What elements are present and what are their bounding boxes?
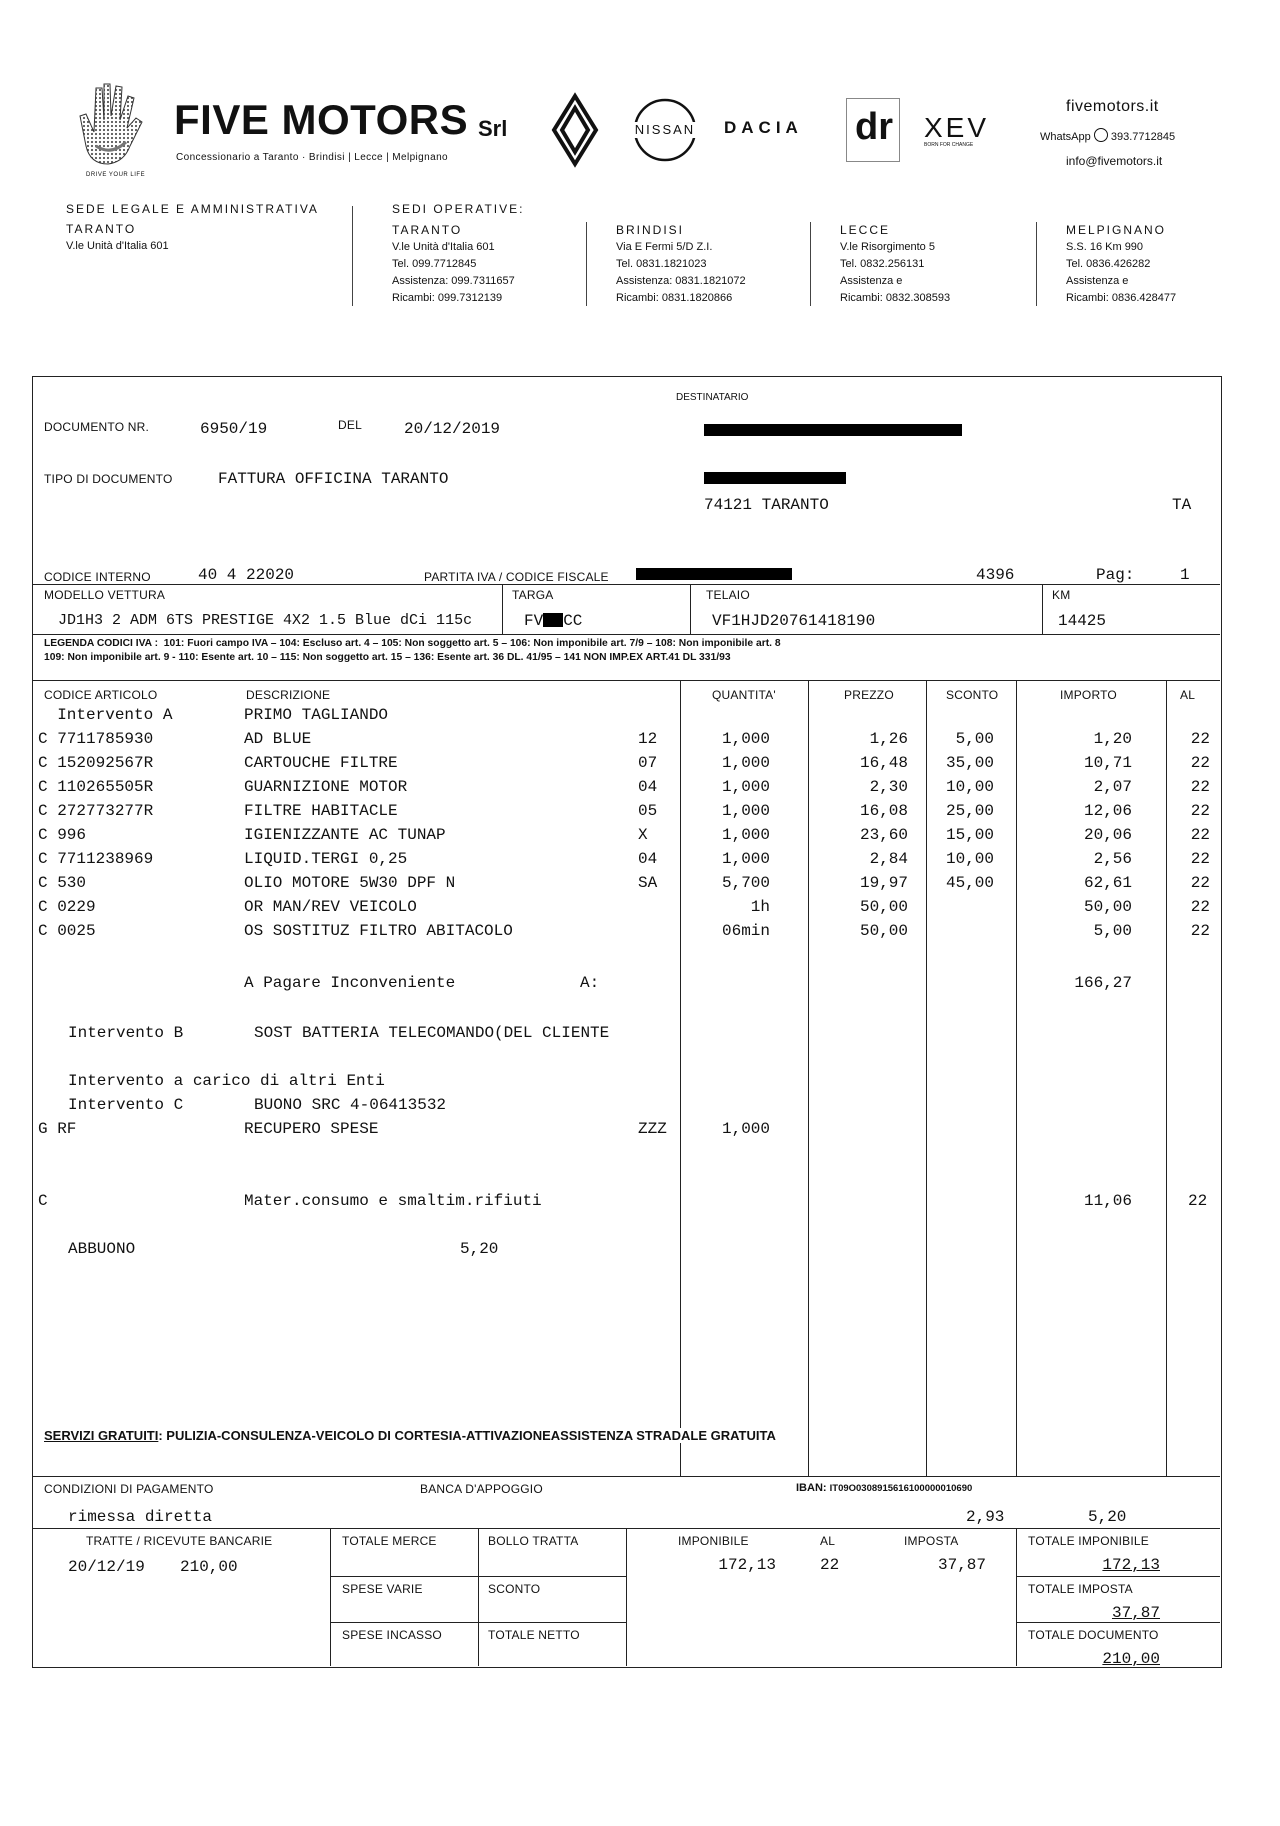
mat-al: 22 [1188,1192,1208,1210]
item-code: C 7711238969 [38,850,154,868]
recipient-address-redacted [704,472,846,484]
totale-merce-label: TOTALE MERCE [342,1534,437,1548]
codice-interno-label: CODICE INTERNO [44,570,151,584]
item-desc: IGIENIZZANTE AC TUNAP [244,826,446,844]
modello-label: MODELLO VETTURA [44,588,166,602]
item-code: C 152092567R [38,754,154,772]
item-al: 22 [1190,874,1210,892]
item-discount: 5,00 [955,730,994,748]
item-qty: 1,000 [721,754,770,772]
item-desc: GUARNIZIONE MOTOR [244,778,408,796]
col-sconto: SCONTO [946,688,999,702]
item-amount: 2,07 [1093,778,1132,796]
item-price: 16,48 [859,754,908,772]
item-al: 22 [1190,898,1210,916]
site-tel: Tel. 099.7712845 [392,258,477,270]
item-cat: 04 [638,778,658,796]
item-amount: 20,06 [1083,826,1132,844]
mat-code: C [38,1192,48,1210]
tratte-date: 20/12/19 [68,1558,145,1576]
code-4396: 4396 [976,566,1015,584]
tot-imponibile-value: 172,13 [1102,1556,1160,1574]
services-line [44,1428,776,1443]
pag-label: Pag: [1096,566,1135,584]
table-row [0,778,1280,802]
item-qty: 1,000 [721,730,770,748]
item-amount: 50,00 [1083,898,1132,916]
intervento-b-label: Intervento B [68,1024,184,1042]
pagare-a: A: [580,974,600,992]
whatsapp-label: WhatsApp [1040,131,1091,143]
item-desc: OS SOSTITUZ FILTRO ABITACOLO [244,922,513,940]
item-qty: 1,000 [721,850,770,868]
item-amount: 12,06 [1083,802,1132,820]
iban-line [796,1482,972,1494]
site-address: V.le Risorgimento 5 [840,241,935,253]
dr-logo [846,98,900,162]
legend-line-2: 109: Non imponibile art. 9 - 110: Esente art. 10 – 115: Non soggetto art. 15 – 136: Esente art. 36 DL. 41/95 – 141 NON IMP.EX ART.41 DL 331/93 [44,652,731,663]
tipo-value: FATTURA OFFICINA TARANTO [218,470,449,488]
targa-label: TARGA [512,588,554,602]
site-tel: Tel. 0832.256131 [840,258,925,270]
site-melpignano [1066,222,1176,307]
site-taranto [392,222,515,307]
table-row [0,898,1280,922]
site-city: MELPIGNANO [1066,223,1167,237]
table-row [0,826,1280,850]
site-parts: Ricambi: 0836.428477 [1066,292,1177,304]
item-cat: 07 [638,754,658,772]
hand-logo-icon [66,76,156,176]
hand-logo [66,76,156,176]
services-label: SERVIZI GRATUITI [44,1428,159,1443]
banca-label: BANCA D'APPOGGIO [420,1482,543,1496]
email[interactable]: info@fivemotors.it [1066,154,1163,168]
item-amount: 1,20 [1093,730,1132,748]
intervento-b-desc: SOST BATTERIA TELECOMANDO(DEL CLIENTE [254,1024,610,1042]
grf-cat: ZZZ [638,1120,667,1138]
abbuono-label: ABBUONO [68,1240,136,1258]
item-price: 1,26 [869,730,908,748]
doc-date: 20/12/2019 [404,420,501,438]
codice-interno: 40 4 22020 [198,566,295,584]
item-al: 22 [1190,730,1210,748]
condizioni-value: rimessa diretta [68,1508,213,1526]
telaio-label: TELAIO [706,588,750,602]
item-qty: 1,000 [721,778,770,796]
item-desc: AD BLUE [244,730,312,748]
site-city: BRINDISI [616,223,685,237]
table-row [0,754,1280,778]
item-al: 22 [1190,850,1210,868]
item-amount: 2,56 [1093,850,1132,868]
item-code: C 530 [38,874,87,892]
buono: BUONO SRC 4-06413532 [254,1096,447,1114]
legal-office-address: V.le Unità d'Italia 601 [66,240,169,252]
item-cat: X [638,826,648,844]
legend-line-1: LEGENDA CODICI IVA : 101: Fuori campo IVA – 104: Escluso art. 4 – 105: Non soggetto art. 5 – 106: Non imponibile art. 7/9 – 108: Non imponibile art. 8 [44,638,781,649]
item-price: 50,00 [859,922,908,940]
piva-redacted [636,568,792,580]
item-desc: CARTOUCHE FILTRE [244,754,398,772]
item-price: 16,08 [859,802,908,820]
site-tel: Tel. 0836.426282 [1066,258,1151,270]
item-al: 22 [1190,922,1210,940]
item-price: 2,30 [869,778,908,796]
recipient-city: 74121 TARANTO [704,496,829,514]
nissan-label: NISSAN [634,122,696,137]
pagare-label: A Pagare Inconveniente [244,974,456,992]
item-qty: 06min [721,922,770,940]
site-assist: Assistenza: 099.7311657 [392,275,515,287]
site-assist: Assistenza e [1066,275,1129,287]
site-city: TARANTO [392,223,463,237]
item-desc: FILTRE HABITACLE [244,802,398,820]
modello-value: JD1H3 2 ADM 6TS PRESTIGE 4X2 1.5 Blue dCi 115c [58,612,473,629]
tot-documento-value: 210,00 [1102,1650,1160,1668]
doc-nr-label: DOCUMENTO NR. [44,420,150,434]
item-cat: SA [638,874,658,892]
al-footer-value: 22 [820,1556,840,1574]
item-code: C 0229 [38,898,96,916]
site-parts: Ricambi: 0831.1820866 [616,292,733,304]
imposta-label: IMPOSTA [904,1534,959,1548]
table-row [0,874,1280,898]
item-price: 2,84 [869,850,908,868]
tot-imponibile-label: TOTALE IMPONIBILE [1028,1534,1149,1548]
item-al: 22 [1190,754,1210,772]
item-discount: 10,00 [945,778,994,796]
tot-imposta-label: TOTALE IMPOSTA [1028,1582,1133,1596]
item-discount: 35,00 [945,754,994,772]
del-label: DEL [338,418,362,432]
site-brindisi [616,222,746,307]
whatsapp-icon [1094,128,1108,142]
item-discount: 10,00 [945,850,994,868]
grf-code: G RF [38,1120,77,1138]
table-row [0,706,1280,730]
website[interactable]: fivemotors.it [1066,98,1159,115]
company-suffix: Srl [478,116,508,141]
km-value: 14425 [1058,612,1107,630]
table-row [0,730,1280,754]
bollo-tratta-label: BOLLO TRATTA [488,1534,579,1548]
xev-tagline: BORN FOR CHANGE [924,142,974,148]
imponibile-label: IMPONIBILE [678,1534,749,1548]
item-qty: 1,000 [721,826,770,844]
tot-documento-label: TOTALE DOCUMENTO [1028,1628,1159,1642]
item-discount: 45,00 [945,874,994,892]
telaio-value: VF1HJD20761418190 [712,612,876,630]
item-al: 22 [1190,826,1210,844]
spese-incasso-label: SPESE INCASSO [342,1628,442,1642]
col-al: AL [1180,688,1196,702]
site-assist: Assistenza e [840,275,903,287]
item-desc: OR MAN/REV VEICOLO [244,898,417,916]
item-qty: 1,000 [721,802,770,820]
item-cat: 05 [638,802,658,820]
hand-caption: DRIVE YOUR LIFE [86,172,146,178]
targa-prefix: FV [524,612,544,630]
nissan-logo [622,94,708,166]
mat-desc: Mater.consumo e smaltim.rifiuti [244,1192,542,1210]
item-code: C 272773277R [38,802,154,820]
item-desc: LIQUID.TERGI 0,25 [244,850,408,868]
site-city: LECCE [840,223,891,237]
item-al: 22 [1190,802,1210,820]
altri-enti: Intervento a carico di altri Enti [68,1072,385,1090]
col-prezzo: PREZZO [844,688,894,702]
km-label: KM [1052,588,1071,602]
piva-label: PARTITA IVA / CODICE FISCALE [424,570,609,584]
col-importo: IMPORTO [1060,688,1117,702]
table-row [0,802,1280,826]
dacia-logo: DACIA [724,118,803,137]
legal-office-title: SEDE LEGALE E AMMINISTRATIVA [66,202,319,216]
site-assist: Assistenza: 0831.1821072 [616,275,746,287]
dr-label: dr [855,106,893,148]
doc-nr: 6950/19 [200,420,268,438]
item-al: 22 [1190,778,1210,796]
table-row [0,850,1280,874]
site-tel: Tel. 0831.1821023 [616,258,707,270]
val-520: 5,20 [1088,1508,1127,1526]
site-parts: Ricambi: 099.7312139 [392,292,503,304]
operative-title: SEDI OPERATIVE: [392,202,525,216]
item-code: Intervento A [38,706,173,724]
recipient-name-redacted [704,424,962,436]
item-code: C 7711785930 [38,730,154,748]
col-codice: CODICE ARTICOLO [44,688,158,702]
item-amount: 10,71 [1083,754,1132,772]
item-code: C 0025 [38,922,96,940]
pag-value: 1 [1180,566,1190,584]
legal-office-city: TARANTO [66,222,137,236]
item-cat: 04 [638,850,658,868]
item-code: C 110265505R [38,778,154,796]
spese-varie-label: SPESE VARIE [342,1582,423,1596]
sconto-label: SCONTO [488,1582,541,1596]
whatsapp-number: 393.7712845 [1110,131,1176,143]
company-name: FIVE MOTORS [174,96,469,143]
targa-value [524,612,582,630]
pagare-amount: 166,27 [1074,974,1132,992]
col-descrizione: DESCRIZIONE [246,688,331,702]
destinatario-label: DESTINATARIO [676,392,749,403]
services-text: : PULIZIA-CONSULENZA-VEICOLO DI CORTESIA-ATTIVAZIONEASSISTENZA STRADALE GRATUITA [158,1428,776,1443]
item-code: C 996 [38,826,87,844]
iban-label: IBAN: [796,1482,827,1494]
grf-desc: RECUPERO SPESE [244,1120,379,1138]
col-quantita: QUANTITA' [712,688,776,702]
item-price: 23,60 [859,826,908,844]
item-discount: 25,00 [945,802,994,820]
item-amount: 5,00 [1093,922,1132,940]
tratte-label: TRATTE / RICEVUTE BANCARIE [86,1534,273,1548]
al-footer-label: AL [820,1534,836,1548]
xev-logo: XEV [924,112,990,143]
table-row [0,922,1280,946]
site-parts: Ricambi: 0832.308593 [840,292,951,304]
item-cat: 12 [638,730,658,748]
abbuono-value: 5,20 [460,1240,499,1258]
val-293: 2,93 [966,1508,1005,1526]
mat-amount: 11,06 [1083,1192,1132,1210]
recipient-province: TA [1172,496,1192,514]
targa-suffix: CC [563,612,583,630]
whatsapp[interactable] [1040,128,1175,143]
totale-netto-label: TOTALE NETTO [488,1628,580,1642]
tipo-label: TIPO DI DOCUMENTO [44,472,173,486]
item-qty: 5,700 [721,874,770,892]
condizioni-label: CONDIZIONI DI PAGAMENTO [44,1482,214,1496]
site-address: V.le Unità d'Italia 601 [392,241,495,253]
imponibile-value: 172,13 [718,1556,776,1574]
tot-imposta-value: 37,87 [1111,1604,1160,1622]
item-price: 50,00 [859,898,908,916]
tratte-amount: 210,00 [180,1558,238,1576]
item-discount: 15,00 [945,826,994,844]
item-qty: 1h [750,898,770,916]
grf-qty: 1,000 [721,1120,770,1138]
item-desc: PRIMO TAGLIANDO [244,706,389,724]
item-amount: 62,61 [1083,874,1132,892]
site-address: S.S. 16 Km 990 [1066,241,1144,253]
targa-redacted [543,613,563,627]
imposta-value: 37,87 [937,1556,986,1574]
item-price: 19,97 [859,874,908,892]
intervento-c-label: Intervento C [68,1096,184,1114]
site-address: Via E Fermi 5/D Z.I. [616,241,713,253]
site-lecce [840,222,950,307]
company-tagline: Concessionario a Taranto · Brindisi | Lecce | Melpignano [176,152,448,163]
item-desc: OLIO MOTORE 5W30 DPF N [244,874,456,892]
renault-logo-icon [548,92,602,168]
iban-value: IT09O0308915616100000010690 [829,1483,973,1494]
